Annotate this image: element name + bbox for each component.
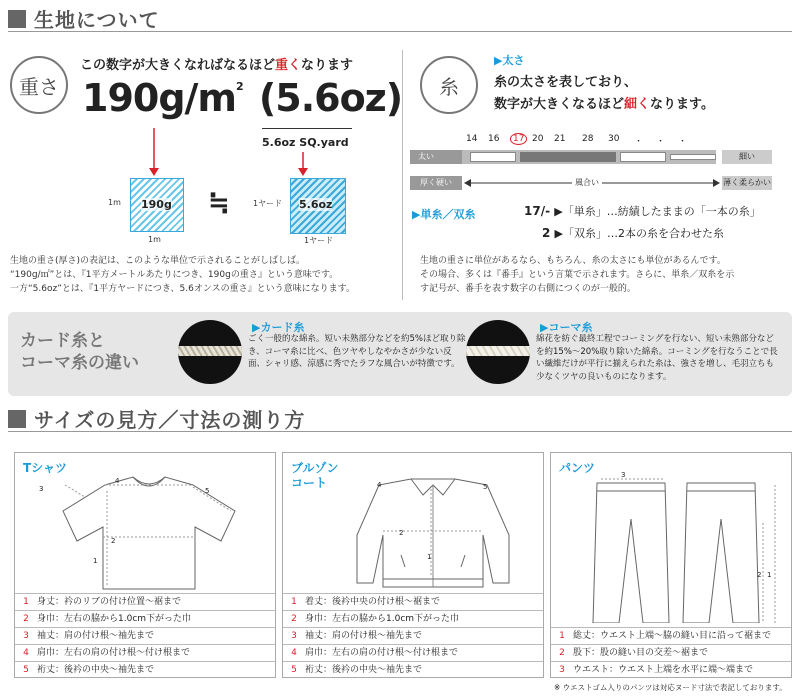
row-text: 身巾：左右の脇から1.0cm下がった巾 — [305, 614, 460, 624]
box2-bottom-label: 1ヤード — [304, 236, 334, 245]
weight-lead-post: なります — [301, 58, 354, 73]
thickness-segment-dark — [520, 152, 616, 162]
table-row — [15, 661, 275, 678]
soft-label: 薄く柔らかい — [722, 176, 772, 190]
table-row — [15, 644, 275, 661]
row-number: 3 — [23, 631, 29, 641]
pants-title: パンツ — [559, 461, 596, 475]
row-number: 1 — [23, 597, 29, 607]
thread-description — [420, 254, 800, 296]
section-square-icon — [8, 10, 26, 28]
section-title: サイズの見方／寸法の測り方 — [34, 408, 306, 432]
row-text: 身巾：左右の脇から1.0cm下がった巾 — [37, 614, 192, 624]
pants-size-list — [551, 627, 791, 678]
blouson-size-list — [283, 593, 543, 678]
thread-lead — [494, 72, 714, 116]
thickness-segment — [670, 154, 716, 160]
pants-note: ※ ウエストゴム入りのパンツは対応ヌード寸法で表記しております。 — [554, 683, 787, 692]
table-row — [551, 661, 791, 678]
approx-sign: ≒ — [208, 188, 230, 218]
box2-side-label: 1ヤード — [253, 199, 283, 208]
table-row — [15, 627, 275, 644]
weight-badge-label: 重さ — [19, 74, 59, 99]
row-number: 2 — [291, 614, 297, 624]
weight-arrows — [140, 124, 340, 180]
thickness-segment — [620, 152, 666, 162]
table-row — [283, 593, 543, 610]
tshirt-marker-4: 4 — [115, 477, 120, 485]
box1-bottom-label: 1m — [148, 235, 161, 244]
box1-side-label: 1m — [108, 198, 121, 207]
scale-16: 16 — [488, 134, 500, 144]
combed-desc: 綿花を紡ぐ最終工程でコーミングを行ない、短い未熟部分などを約15%〜20%取り除いた綿糸。コーミングを行なうことで長い繊維だけが平行に揃えられた糸は、強さを増し、毛羽立ちも少なくツヤの良いものになります。 — [536, 334, 778, 382]
weight-lead-pre: この数字が大きくなればなるほど — [80, 58, 276, 73]
row-text: 裄丈：後衿の中央〜袖先まで — [305, 665, 423, 675]
tshirt-marker-1: 1 — [93, 557, 98, 565]
ex1-text: ▶「単糸」…紡績したままの「一本の糸」 — [554, 205, 761, 218]
ex2-num: 2 — [542, 226, 551, 240]
weight-lead-red: 重く — [275, 58, 302, 73]
yarn-heading — [20, 330, 139, 374]
row-text: 袖丈：肩の付け根〜袖先まで — [305, 631, 423, 641]
double-example — [542, 225, 724, 241]
row-text: 肩巾：左右の肩の付け根〜付け根まで — [305, 648, 459, 658]
blouson-title — [291, 461, 339, 491]
thread-lead-2-red: 細く — [624, 97, 651, 112]
weight-desc-3: 一方“5.6oz”とは、『1平方ヤードにつき、5.6オンスの重さ』という意味になります。 — [10, 284, 355, 294]
pants-marker-2: 2 — [757, 571, 762, 579]
table-row — [551, 644, 791, 661]
scale-28: 28 — [582, 134, 594, 144]
table-row — [283, 644, 543, 661]
table-row — [15, 593, 275, 610]
weight-gsm: 190g/m — [82, 76, 236, 120]
weight-lead — [80, 54, 353, 73]
card-title: ▶カード糸 — [252, 321, 305, 334]
single-example — [524, 203, 761, 219]
blouson-marker-4: 4 — [377, 481, 382, 489]
thread-lead-1: 糸の太さを表しており、 — [494, 75, 638, 90]
row-number: 1 — [291, 597, 297, 607]
scale-dot-2: ・ — [656, 137, 666, 147]
table-row — [15, 610, 275, 627]
table-row — [283, 627, 543, 644]
yarn-heading-2: コーマ糸の違い — [20, 353, 139, 373]
combed-title: ▶コーマ糸 — [540, 321, 593, 334]
blouson-title-2: コート — [291, 476, 328, 490]
thread-lead-2-post: なります。 — [650, 97, 714, 112]
blouson-card — [282, 452, 544, 678]
hard-label: 厚く硬い — [410, 176, 462, 190]
row-number: 3 — [559, 665, 565, 675]
row-number: 4 — [23, 648, 29, 658]
yarn-heading-1: カード糸と — [20, 331, 105, 351]
scale-21: 21 — [554, 134, 566, 144]
thread-badge — [420, 56, 478, 114]
row-text: 着丈：後衿中央の付け根〜裾まで — [305, 597, 441, 607]
row-text: 袖丈：肩の付け根〜袖先まで — [37, 631, 155, 641]
row-text: ウエスト：ウエスト上端を水平に端〜端まで — [573, 665, 754, 675]
thread-desc-3: す記号が、番手を表す数字の右側につくのが一般的。 — [420, 284, 636, 294]
weight-badge — [10, 56, 68, 114]
tshirt-marker-3: 3 — [39, 485, 44, 493]
thread-label: ▶太さ — [494, 54, 525, 67]
box1-value: 190g — [141, 198, 172, 211]
row-number: 3 — [291, 631, 297, 641]
ex1-num: 17/- — [524, 204, 551, 218]
tshirt-size-list — [15, 593, 275, 678]
tshirt-card — [14, 452, 276, 678]
combed-yarn-image — [466, 320, 530, 384]
row-number: 4 — [291, 648, 297, 658]
single-double-label: ▶単糸／双糸 — [412, 208, 476, 221]
tshirt-marker-2: 2 — [111, 537, 116, 545]
thread-desc-1: 生地の重さに単位があるなら、もちろん、糸の太さにも単位があるんです。 — [420, 256, 726, 266]
weight-sup: 2 — [236, 80, 243, 93]
feel-label: 風合い — [572, 177, 602, 188]
row-text: 肩巾：左右の肩の付け根〜付け根まで — [37, 648, 191, 658]
row-text: 股下：股の縫い目の交差〜裾まで — [573, 648, 709, 658]
table-row — [283, 661, 543, 678]
weight-description — [10, 254, 400, 296]
tshirt-marker-5: 5 — [205, 487, 210, 495]
pants-diagram — [581, 473, 791, 623]
table-row — [551, 627, 791, 644]
row-text: 身丈：衿のリブの付け位置〜裾まで — [37, 597, 182, 607]
row-number: 2 — [23, 614, 29, 624]
blouson-marker-2: 2 — [399, 529, 404, 537]
row-number: 5 — [291, 665, 297, 675]
blouson-marker-1: 1 — [427, 553, 432, 561]
card-desc: ごく一般的な綿糸。短い未熟部分などを約5%ほど取り除き、コーマ糸に比べ、色ツヤやしなやかさが少ない反面、シャリ感、涼感に秀でたラフな風合いが特徴です。 — [248, 334, 466, 369]
fabric-section-header — [8, 6, 792, 32]
section-title: 生地について — [34, 8, 160, 32]
thread-lead-2-pre: 数字が大きくなるほど — [494, 97, 625, 112]
weight-oz: (5.6oz) — [258, 76, 403, 120]
vertical-divider — [402, 50, 403, 300]
thread-badge-label: 糸 — [439, 74, 459, 99]
blouson-diagram — [333, 471, 533, 595]
thin-label: 細い — [722, 150, 772, 164]
size-section-header — [8, 406, 792, 432]
thick-label: 太い — [410, 150, 462, 164]
scale-14: 14 — [466, 134, 478, 144]
scale-17-circle: 17 — [510, 133, 527, 145]
weight-desc-2: “190g/㎡”とは、『1平方メートルあたりにつき、190gの重さ』という意味です。 — [10, 270, 339, 280]
blouson-title-1: ブルゾン — [291, 461, 339, 475]
carded-yarn-image — [178, 320, 242, 384]
scale-dot-3: ・ — [678, 137, 688, 147]
row-number: 1 — [559, 631, 565, 641]
thread-desc-2: その場合、多くは『番手』という言葉で示されます。さらに、単糸／双糸を示 — [420, 270, 735, 280]
pants-marker-3: 3 — [621, 471, 626, 479]
ex2-text: ▶「双糸」…2本の糸を合わせた糸 — [554, 227, 725, 240]
tshirt-title: Tシャツ — [23, 461, 67, 475]
section-square-icon — [8, 410, 26, 428]
weight-desc-1: 生地の重さ(厚さ)の表記は、このような単位で示されることがしばしば。 — [10, 256, 306, 266]
row-number: 5 — [23, 665, 29, 675]
row-number: 2 — [559, 648, 565, 658]
row-text: 総丈：ウエスト上端〜脇の縫い目に沿って裾まで — [573, 631, 772, 641]
scale-20: 20 — [532, 134, 544, 144]
pants-marker-1: 1 — [767, 571, 772, 579]
box2-value: 5.6oz — [299, 198, 333, 211]
row-text: 裄丈：後衿の中央〜袖先まで — [37, 665, 155, 675]
scale-17 — [510, 134, 532, 147]
weight-big-value — [82, 76, 402, 120]
table-row — [283, 610, 543, 627]
scale-dot-1: ・ — [634, 137, 644, 147]
scale-30: 30 — [608, 134, 620, 144]
pants-card — [550, 452, 792, 678]
count-scale — [466, 134, 726, 147]
blouson-marker-5: 5 — [483, 483, 488, 491]
sq-yard-label: 5.6oz SQ.yard — [262, 136, 349, 149]
tshirt-diagram — [45, 471, 255, 595]
thickness-segment — [470, 152, 516, 162]
